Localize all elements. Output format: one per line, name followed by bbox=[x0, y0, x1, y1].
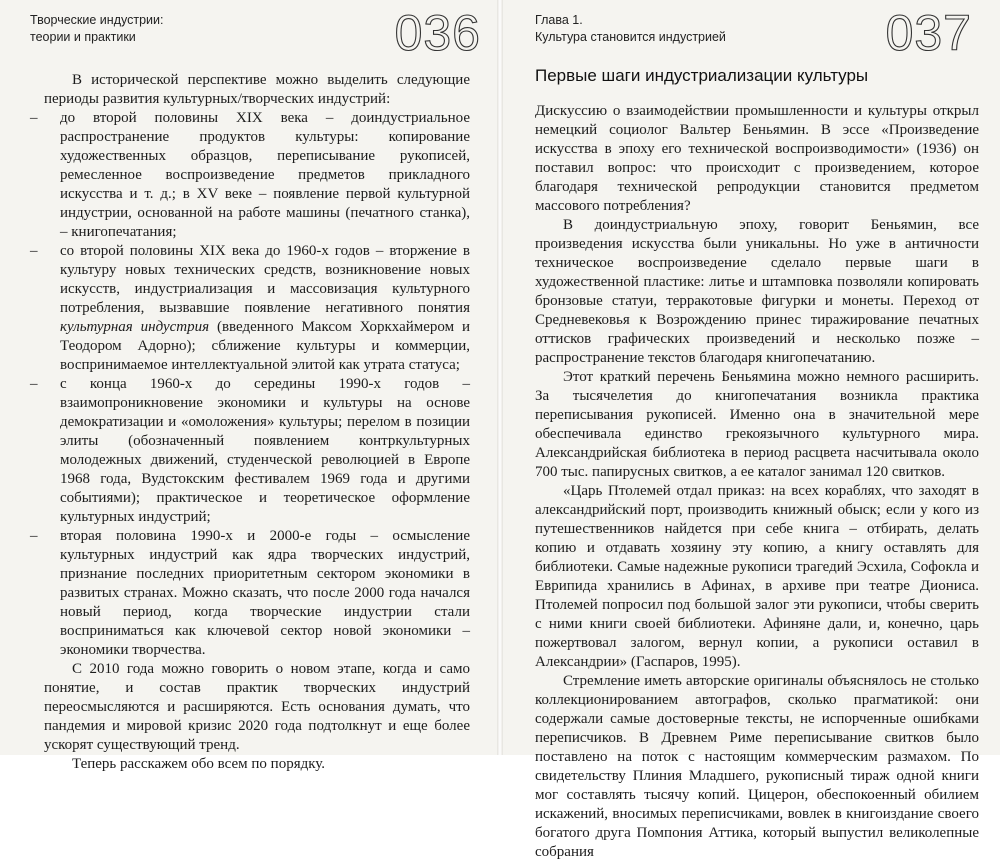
paragraph: Этот краткий перечень Беньямина можно немного расширить. За тысячелетия до книгопечатания возникла практика переписывания рукописей. Именно она в значительной мере обеспечивала единство грекоязычного культурного мира. Александрийская библиотека в период расцвета насчитывала около 700 тыс. папирусных свитков, а ее каталог занимал 120 свитков. bbox=[535, 369, 979, 480]
running-head-line: Глава 1. bbox=[535, 13, 583, 27]
running-head bbox=[535, 12, 726, 46]
list-item-text: со второй половины XIX века до 1960-х годов – вторжение в культуру новых технических средств, возникновение новых искусств, индустриализация и массовизация культурного потребления, вызвавшие появление негативного понятия bbox=[60, 243, 470, 316]
paragraph: «Царь Птолемей отдал приказ: на всех кораблях, что заходят в александрийский порт, производить книжный обыск; если у кого из путешественников найдется при себе книга – отбирать, делать копию и отдавать хозяину эту копию, а книгу оставлять для библиотеки. Самые надежные рукописи трагедий Эсхила, Софокла и Еврипида хранились в Афинах, в архиве при театре Диониса. Птолемей попросил под большой залог эти рукописи, чтобы сверить с ними книги своей библиотеки. Афиняне дали, и, конечно, царь пожертвовал залогом, вернул копии, а рукописи оставил в Александрии» (Гаспаров, 1995). bbox=[535, 483, 979, 670]
list-item bbox=[30, 242, 470, 375]
list-item: – вторая половина 1990-х и 2000-е годы – осмысление культурных индустрий как ядра творческих индустрий, признание последних приоритетным сектором экономики в развитых странах. Можно сказать, что после 2000 года начался новый период, когда творческие индустрии стали восприниматься как ключевой сектор новой экономики – экономики творчества. bbox=[30, 527, 470, 660]
page-number: 037 bbox=[885, 5, 972, 61]
running-head-line: теории и практики bbox=[30, 30, 136, 44]
paragraph: Стремление иметь авторские оригиналы объяснялось не столько коллекционированием автографов, сколько прагматикой: они содержали самые достоверные тексты, не испорченные ошибками переписчиков. В Древнем Риме переписывание свитков было поставлено на поток с настоящим коммерческим размахом. По свидетельству Плиния Младшего, рукописный тираж одной книги мог составлять тысячу копий. Цицерон, обеспокоенный обилием искажений, вносимых переписчиками, вовлек в книгоиздание своего богатого друга Помпония Аттика, который выпустил великолепные собрания bbox=[535, 673, 979, 860]
body-text bbox=[44, 71, 470, 774]
period-list bbox=[44, 109, 470, 660]
section-title: Первые шаги индустриализации культуры bbox=[535, 66, 869, 85]
list-item: – до второй половины XIX века – доиндустриальное распространение продуктов культуры: копирование художественных образцов, переписывание рукописей, ремесленное воспроизведение предметов прикладного искусства и т. д.; в XV веке – появление первой культурной индустрии, основанной на работе машины (печатного станка), – книгопечатания; bbox=[30, 109, 470, 242]
list-item: – с конца 1960-х до середины 1990-х годов – взаимопроникновение экономики и культуры на основе демократизации и «омоложения» культуры; перелом в позиции элиты (обозначенный появлением контркультурных молодежных движений, студенческой революцией в Европе 1968 года, Вудстокским фестивалем 1969 года и другими событиями); практическое и теоретическое оформление культурных индустрий; bbox=[30, 375, 470, 527]
running-head-line: Творческие индустрии: bbox=[30, 13, 164, 27]
paragraph: Теперь расскажем обо всем по порядку. bbox=[72, 756, 326, 772]
paragraph: В доиндустриальную эпоху, говорит Беньямин, все произведения искусства были уникальны. Но уже в античности техническое воспроизведение сделало первые шаги в художественной пластике: литье и штамповка позволяли копировать бронзовые статуи, терракотовые фигурки и монеты. Переход от Средневековья к Возрождению принес тиражирование печатных оттисков графических произведений и несколько позже – распространение текстов благодаря книгопечатанию. bbox=[535, 217, 979, 366]
right-page bbox=[503, 0, 1000, 860]
running-head-line: Культура становится индустрией bbox=[535, 30, 726, 44]
body-text bbox=[535, 102, 979, 862]
list-item-text: (введенного Максом Хоркхаймером и Теодором Адорно); сближение культуры и коммерции, воспринимаемое интеллектуальной элитой как утрата статуса; bbox=[60, 319, 470, 373]
page-number: 036 bbox=[394, 5, 481, 61]
paragraph: Дискуссию о взаимодействии промышленности и культуры открыл немецкий социолог Вальтер Беньямин. В эссе «Произведение искусства в эпоху его технической воспроизводимости» (1936) он поставил вопрос: что происходит с произведением, которое благодаря технической репродукции становится предметом массового потребления? bbox=[535, 103, 979, 214]
paragraph: С 2010 года можно говорить о новом этапе, когда и само понятие, и состав практик творческих индустрий переосмысляются и расширяются. Есть основания думать, что пандемия и мировой кризис 2020 года подтолкнут и еще более ускорят существующий тренд. bbox=[44, 661, 470, 753]
running-head bbox=[30, 12, 163, 46]
paragraph: В исторической перспективе можно выделить следующие периоды развития культурных/творческих индустрий: bbox=[44, 72, 470, 107]
left-page bbox=[0, 0, 497, 772]
italic-term: культурная индустрия bbox=[60, 319, 210, 335]
